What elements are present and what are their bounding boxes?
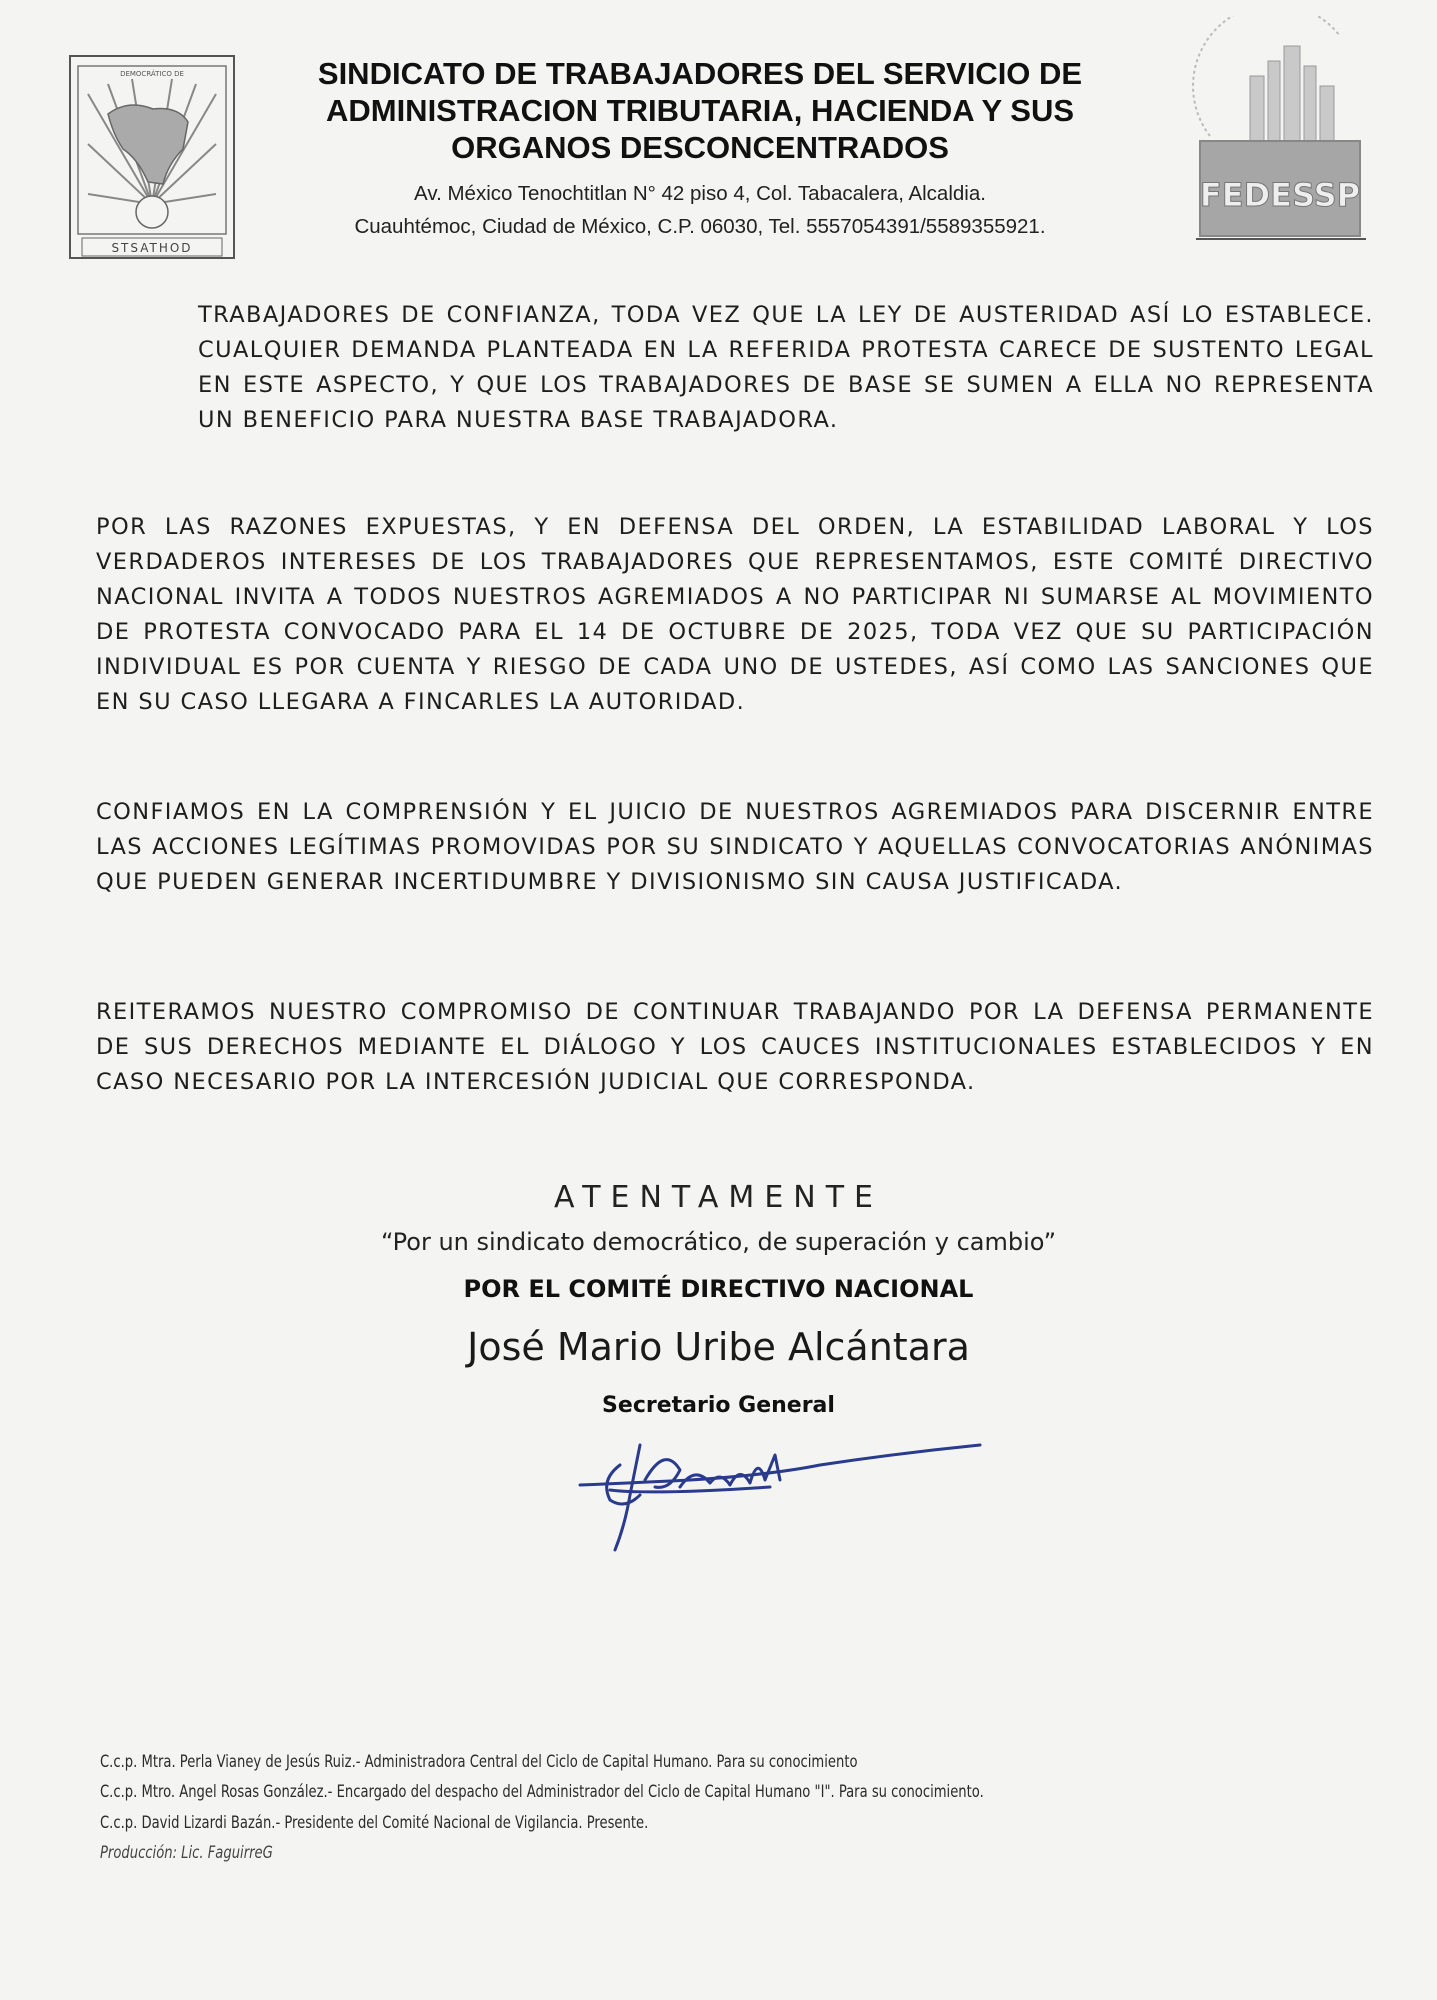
body-paragraph: POR LAS RAZONES EXPUESTAS, Y EN DEFENSA DEL ORDEN, LA ESTABILIDAD LABORAL Y LOS VERDADEROS INTERESES DE LOS TRABAJADORES QUE REPRESENTAMOS, ESTE COMITÉ DIRECTIVO NACIONAL INVITA A TODOS NUESTROS AGREMIADOS A NO PARTICIPAR NI SUMARSE AL MOVIMIENTO DE PROTESTA CONVOCADO PARA EL 14 DE OCTUBRE DE 2025, TODA VEZ QUE SU PARTICIPACIÓN INDIVIDUAL ES POR CUENTA Y RIESGO DE CADA UNO DE USTEDES, ASÍ COMO LAS SANCIONES QUE EN SU CASO LLEGARA A FINCARLES LA AUTORIDAD. [96,514,1374,715]
stsathod-union-logo-icon [68,54,236,260]
fedessp-logo-icon [1190,16,1370,246]
handwritten-signature-icon [570,1425,990,1555]
body-paragraph: TRABAJADORES DE CONFIANZA, TODA VEZ QUE LA LEY DE AUSTERIDAD ASÍ LO ESTABLECE. CUALQUIER DEMANDA PLANTEADA EN LA REFERIDA PROTESTA CARECE DE SUSTENTO LEGAL EN ESTE ASPECTO, Y QUE LOS TRABAJADORES DE BASE SE SUMEN A ELLA NO REPRESENTA UN BENEFICIO PARA NUESTRA BASE TRABAJADORA. [198,302,1374,433]
ccp-line: C.c.p. Mtro. Angel Rosas González.- Encargado del despacho del Administrador del Ciclo de Capital Humano "I". Para su conocimiento. [100,1782,984,1802]
address-line: Av. México Tenochtitlan N° 42 piso 4, Col. Tabacalera, Alcaldia. [414,182,986,205]
closing-salutation: ATENTAMENTE [554,1180,883,1215]
ccp-line: C.c.p. David Lizardi Bazán.- Presidente del Comité Nacional de Vigilancia. Presente. [100,1813,649,1833]
body-paragraph: REITERAMOS NUESTRO COMPROMISO DE CONTINUAR TRABAJANDO POR LA DEFENSA PERMANENTE DE SUS DERECHOS MEDIANTE EL DIÁLOGO Y LOS CAUCES INSTITUCIONALES ESTABLECIDOS Y EN CASO NECESARIO POR LA INTERCESIÓN JUDICIAL QUE CORRESPONDA. [96,999,1374,1095]
svg-text:DEMOCRÁTICO DE: DEMOCRÁTICO DE [120,70,184,78]
address-line: Cuauhtémoc, Ciudad de México, C.P. 06030, Tel. 5557054391/5589355921. [354,215,1046,238]
body-paragraph: CONFIAMOS EN LA COMPRENSIÓN Y EL JUICIO DE NUESTROS AGREMIADOS PARA DISCERNIR ENTRE LAS ACCIONES LEGÍTIMAS PROMOVIDAS POR SU SINDICATO Y AQUELLAS CONVOCATORIAS ANÓNIMAS QUE PUEDEN GENERAR INCERTIDUMBRE Y DIVISIONISMO SIN CAUSA JUSTIFICADA. [96,799,1374,895]
union-name-title [250,55,1150,166]
union-motto: “Por un sindicato democrático, de superación y cambio” [380,1228,1057,1256]
signatory-name: José Mario Uribe Alcántara [467,1325,970,1369]
header-divider [1196,238,1366,240]
title-line: ADMINISTRACION TRIBUTARIA, HACIENDA Y SUS [325,93,1075,128]
svg-text:STSATHOD: STSATHOD [111,241,193,255]
union-address [250,177,1150,243]
production-credit: Producción: Lic. FaguirreG [100,1843,273,1863]
ccp-line: C.c.p. Mtra. Perla Vianey de Jesús Ruiz.- Administradora Central del Ciclo de Capital Humano. Para su conocimiento [100,1752,858,1772]
svg-text:FEDESSP: FEDESSP [1199,176,1361,214]
signatory-position: Secretario General [602,1393,835,1418]
title-line: ORGANOS DESCONCENTRADOS [451,130,949,165]
committee-line: POR EL COMITÉ DIRECTIVO NACIONAL [463,1275,974,1303]
title-line: SINDICATO DE TRABAJADORES DEL SERVICIO DE [317,56,1083,91]
